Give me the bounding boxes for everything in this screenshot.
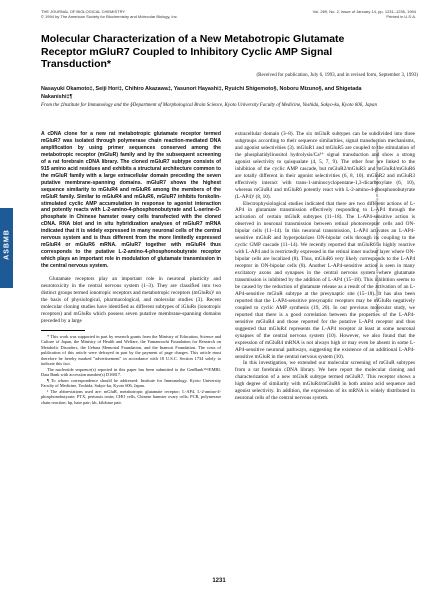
- footnote-abbreviations: ¹ The abbreviations used are: mGluR, metabotropic glutamate receptor; L-AP4, L-2-amino-4-phosphonobutyrate; PTX, pertussis toxin; CHO cells, Chinese hamster ovary cells; PCR, polymerase chain reaction; bp, base pair; kb, kilobase pair.: [41, 388, 221, 405]
- affiliation: From the ‡Institute for Immunology and the §Department of Morphological Brain Science, Kyoto University Faculty of Medicine, Yoshida, Sakyo-ku, Kyoto 606, Japan: [41, 103, 377, 108]
- received-date: (Received for publication, July 6, 1993, and in revised form, September 3, 1993): [256, 73, 418, 78]
- footnote-genbank: The nucleotide sequence(s) reported in this paper has been submitted to the GenBank™/EMBL Data Bank with accession number(s) D16817.: [41, 366, 221, 378]
- footnote-divider: [41, 330, 85, 331]
- footnote-funding: * This work was supported in part by research grants from the Ministry of Education, Science and Culture of Japan, the Ministry of Health and Welfare, the Yamanouchi Foundation for Research on Metabolic Disorders, the Uehara Memorial Foundation, and the Inamori Foundation. The costs of publication of this article were defrayed in part by the payment of page charges. This article must therefore be hereby marked "advertisement" in accordance with 18 U.S.C. Section 1734 solely to indicate this fact.: [41, 333, 221, 367]
- right-column: [235, 131, 415, 402]
- asbmb-label: ASBMB: [3, 229, 11, 260]
- intro-paragraph-3: Electrophysiological studies indicated that there are two different actions of L-AP4 in glutamate transmission effectively responding to L-AP4 through the activation of certain mGluR subtypes (11–18). The L-AP4-sensitive action is observed in neuronal transmission between retinal photoreceptor cells and ON-bipolar cells (11–14). In this neuronal transmission, L-AP4 activates an L-AP4-sensitive mGluR and hyperpolarizes ON-bipolar cells through its coupling to the cyclic GMP cascade (11–14). We recently reported that mGluR6 is highly reactive with L-AP4 and is restrictedly expressed in the retinal inner nuclear layer where ON-bipolar cells are localized (8). Thus, mGluR6 very likely corresponds to the L-AP4 receptor in ON-bipolar cells (8). Another L-AP4-sensitive action is seen in many excitatory axons and synapses in the central nervous system where glutamate transmission is inhibited by the addition of L-AP4 (15–18). This inhibition seems to be caused by the reduction of glutamate release as a result of the activation of an L-AP4-sensitive mGluR subtype at the presynaptic site (15–18). It has also been reported that the L-AP4-sensitive presynaptic receptors may be mGluRs negatively coupled to cyclic AMP synthesis (19, 20). In our previous molecular study, we reported that there is a good correlation between the properties of the L-AP4-sensitive mGluR4 and those reported for the putative L-AP4 receptor and thus suggested that mGluR4 represents the L-AP4 receptor at least at some neuronal synapses of the central nervous system (10). However, we also found that the expression of mGluR4 mRNA is not always high or may even be absent in some L-AP4-sensitive neuronal pathways, suggesting the existence of an additional L-AP4-sensitive mGluR in the central nervous system (10).: [235, 200, 415, 360]
- footnote-correspondence: ¶ To whom correspondence should be addressed: Institute for Immunology, Kyoto University Faculty of Medicine, Yoshida, Sakyo-ku, Kyoto 606, Japan.: [41, 377, 221, 389]
- intro-paragraph-4: In this investigation, we extended our molecular screening of mGluR subtypes from a rat forebrain cDNA library. We here report the molecular cloning and characterization of a new mGluR subtype termed mGluR7. This receptor shows a high degree of similarity with mGluR4/mGluR6 in both amino acid sequence and agonist selectivity. In addition, the expression of its mRNA is widely distributed in neuronal cells of the central nervous system.: [235, 360, 415, 402]
- intro-paragraph-1: Glutamate receptors play an important role in neuronal plasticity and neurotoxicity in the central nervous system (1–3). They are classified into two distinct groups termed ionotropic receptors and metabotropic receptors (mGluRs)¹ on the basis of physiological, pharmacological, and molecular studies (3). Recent molecular cloning studies have identified as different subtypes of iGluRs (ionotropic receptors) and mGluRs which possess seven putative membrane-spanning domains preceded by a large: [41, 276, 221, 324]
- page-number: 1231: [212, 578, 226, 584]
- journal-name: THE JOURNAL OF BIOLOGICAL CHEMISTRY: [41, 9, 126, 14]
- asbmb-side-tab: [0, 208, 13, 288]
- article-title: Molecular Characterization of a New Metabotropic Glutamate Receptor mGluR7 Coupled to Inhibitory Cyclic AMP Signal Transduction*: [41, 33, 345, 70]
- download-notice: Downloaded from www.jbc.org at Kyoto University Institute for Virus Research on February 28, 2008: [375, 140, 380, 313]
- intro-paragraph-2: extracellular domain (3–8). The six mGluR subtypes can be subdivided into three subgroups according to their sequence similarities, signal transduction mechanisms, and agonist selectivities (3). mGluR1 and mGluR5 are coupled to the stimulation of the phosphatidylinositol hydrolysis/Ca²⁺ signal transduction and show a strong agonist selectivity to quisqualate (4, 5, 7, 9). The other four are linked to the inhibition of the cyclic AMP cascade, but mGluR2/mGluR3 and mGluR4/mGluR6 are totally different in their agonist selectivities (6, 8, 10). mGluR2 and mGluR3 effectively interact with trans-1-aminocyclopentane-1,3-dicarboxylate (6, 10), whereas mGluR4 and mGluR6 potently react with L-2-amino-4-phosphonobutyrate (L-AP4)¹ (8, 10).: [235, 131, 415, 200]
- printed-in: Printed in U.S.A.: [386, 14, 416, 19]
- left-column: [41, 131, 221, 405]
- issue-info: Vol. 269, No. 2, Issue of January 14, pp. 1231–1236, 1994: [312, 9, 416, 14]
- author-list: Nasayuki Okamoto‡, Seiji Hori‡, Chihiro Akazawa‡, Yasunori Hayashi‡, Ryuichi Shigemoto§, Noboru Mizuno§, and Shigetada Nakanishi‡¶: [41, 86, 362, 100]
- journal-header-left: [41, 9, 241, 19]
- journal-header-right: [248, 9, 416, 19]
- abstract: A cDNA clone for a new rat metabotropic glutamate receptor termed mGluR7 was isolated through polymerase chain reaction-mediated DNA amplification by using primer sequences conserved among the metabotropic receptor (mGluR) family and by the subsequent screening of a rat forebrain cDNA library. The cloned mGluR7 subtype consists of 915 amino acid residues and exhibits a structural architecture common to the mGluR family with a large extracellular domain preceding the seven putative membrane-spanning domains. mGluR7 shows the highest sequence similarity to mGluR4 and mGluR6 among the members of the mGluR family. Similar to mGluR4 and mGluR6, mGluR7 inhibits forskolin-stimulated cyclic AMP accumulation in response to agonist interaction and potently reacts with L-2-amino-4-phosphonobutyrate and L-serine-O-phosphate in Chinese hamster ovary cells transfected with the cloned cDNA. RNA blot and in situ hybridization analyses of mGluR7 mRNA indicated that it is widely expressed in many neuronal cells of the central nervous system and is thus different from the more limitedly expressed mGluR4 or mGluR6 mRNA. mGluR7 together with mGluR4 thus corresponds to the putative L-2-amino-4-phosphonobutyrate receptor which plays an important role in modulation of glutamate transmission in the central nervous system.: [41, 131, 221, 270]
- copyright-line: © 1994 by The American Society for Biochemistry and Molecular Biology, Inc.: [41, 14, 178, 19]
